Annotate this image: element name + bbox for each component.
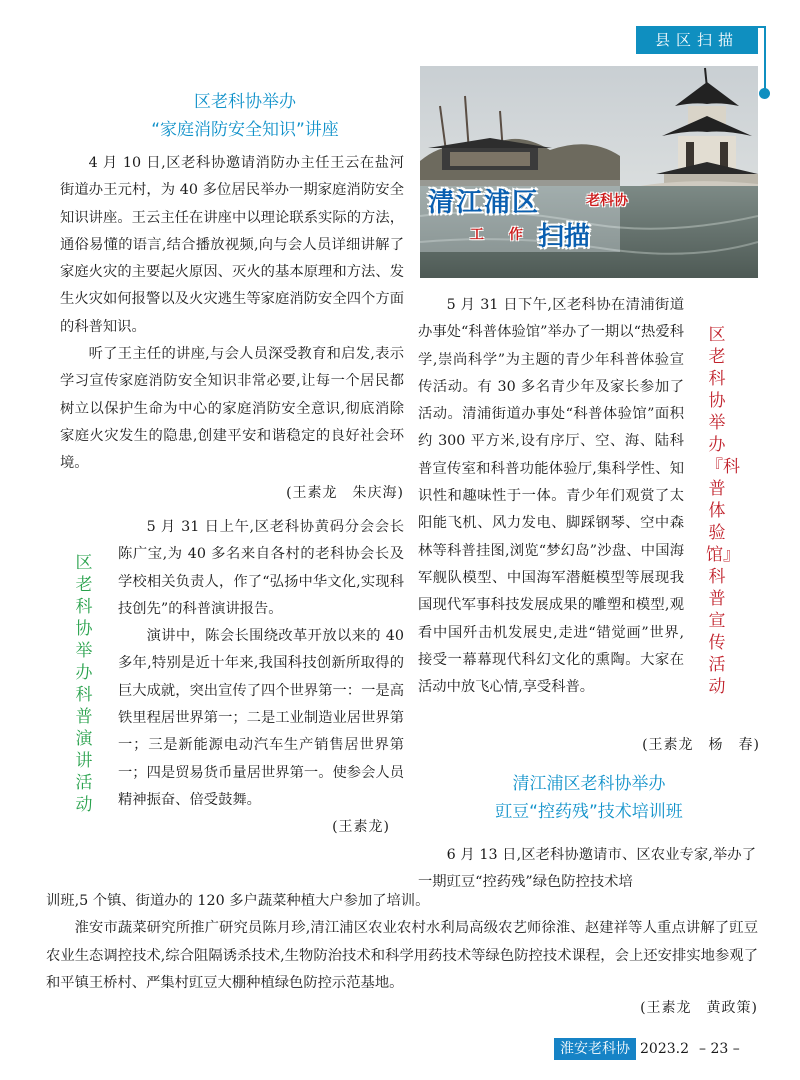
footer	[554, 1038, 740, 1060]
article4-signature: (王素龙 黄政策)	[640, 1000, 758, 1017]
footer-issue: 2023.2	[640, 1041, 689, 1057]
banner-suffix: 老科协	[586, 193, 628, 209]
article3-body	[418, 292, 684, 701]
article4-paragraph: 淮安市蔬菜研究所推广研究员陈月珍,清江浦区农业农村水利局高级农艺师徐淮、赵建祥等人重点讲解了豇豆农业生态调控技术,综合阻隔诱杀技术,生物防治技术和科学用药技术等绿色防控技术课程，会上还安排实地参观了和平镇王桥村、严集村豇豆大棚种植绿色防控示范基地。	[46, 920, 758, 991]
article2-vertical-title: 区老科协举办科普演讲活动	[75, 553, 93, 815]
article1-body	[60, 150, 404, 502]
banner-subtitle-big: 扫描	[538, 222, 591, 252]
article1-signature: (王素龙 朱庆海)	[286, 484, 404, 501]
section-tag: 县区扫描	[636, 26, 758, 54]
article4-title-line1: 清江浦区老科协举办	[512, 774, 666, 794]
article1-paragraph: 听了王主任的讲座,与会人员深受教育和启发,表示学习宣传家庭消防安全知识非常必要,让每一个居民都树立以保护生命为中心的家庭消防安全意识,彻底消除家庭火灾发生的隐患,创建平安和谐稳定的良好社会环境。	[60, 346, 404, 472]
article3-paragraph: 5 月 31 日下午,区老科协在清浦街道办事处“科普体验馆”举办了一期以“热爱科学,崇尚科学”为主题的青少年科普体验宣传活动。有 30 多名青少年及家长参加了活动。清浦街道办事处“科普体验馆”面积约 300 平方米,设有序厅、空、海、陆科普宣传室和科普功能体验厅,集科学性、知识性和趣味性于一体。青少年们观赏了太阳能飞机、风力发电、脚踩钢琴、空中森林等科普挂图,浏览“梦幻岛”沙盘、中国海军舰队模型、中国海军潜艇模型等展现我国现代军事科技发展成果的雕塑和模型,观看中国歼击机发展史,走进“错觉画”世界,接受一幕幕现代科幻文化的熏陶。大家在活动中放飞心情,享受科普。	[418, 297, 684, 696]
article4-title-line2: 豇豆“控药残”技术培训班	[495, 802, 683, 822]
header-rule-vertical	[764, 26, 766, 92]
pagoda-photo	[420, 66, 758, 278]
article3-vertical-title: 区老科协举办『科普体验馆』科普宣传活动	[706, 325, 740, 697]
article1-title-line2: “家庭消防安全知识”讲座	[151, 120, 339, 140]
page-number: – 23 –	[699, 1041, 740, 1057]
article1-paragraph: 4 月 10 日,区老科协邀请消防办主任王云在盐河街道办王元村，为 40 多位居民举办一期家庭消防安全知识讲座。王云主任在讲座中以理论联系实际的方法，通俗易懂的语言,结合播放视频,向与会人员详细讲解了家庭火灾的主要起火原因、灭火的基本原理和方法、发生火灾如何报警以及火灾逃生等家庭消防安全四个方面的科普知识。	[60, 155, 404, 335]
article2-signature: (王素龙)	[332, 819, 390, 836]
article2-paragraph: 演讲中，陈会长围绕改革开放以来的 40 多年,特别是近十年来,我国科技创新所取得的巨大成就，突出宣传了四个世界第一：一是高铁里程居世界第一；二是工业制造业居世界第一；三是新能源电动汽车生产销售居世界第一；四是贸易货币量居世界第一。使参会人员精神振奋、倍受鼓舞。	[118, 628, 404, 808]
banner-subtitle: 工 作	[470, 227, 533, 243]
article4-body	[46, 888, 758, 1017]
article4-paragraph: 6 月 13 日,区老科协邀请市、区农业专家,举办了一期豇豆“控药残”绿色防控技术培	[418, 847, 756, 891]
header-dot	[759, 88, 770, 99]
article1-title-line1: 区老科协举办	[194, 92, 296, 112]
article2-body	[118, 514, 404, 836]
footer-magazine: 淮安老科协	[554, 1038, 636, 1060]
article2-paragraph: 5 月 31 日上午,区老科协黄码分会会长陈广宝,为 40 多名来自各村的老科协会长及学校相关负责人，作了“弘扬中华文化,实现科技创先”的科普演讲报告。	[118, 519, 404, 617]
article4-paragraph: 训班,5 个镇、街道办的 120 多户蔬菜种植大户参加了培训。	[46, 893, 430, 909]
article3-signature: (王素龙 杨 春)	[642, 737, 760, 753]
banner-title: 清江浦区	[428, 188, 541, 218]
